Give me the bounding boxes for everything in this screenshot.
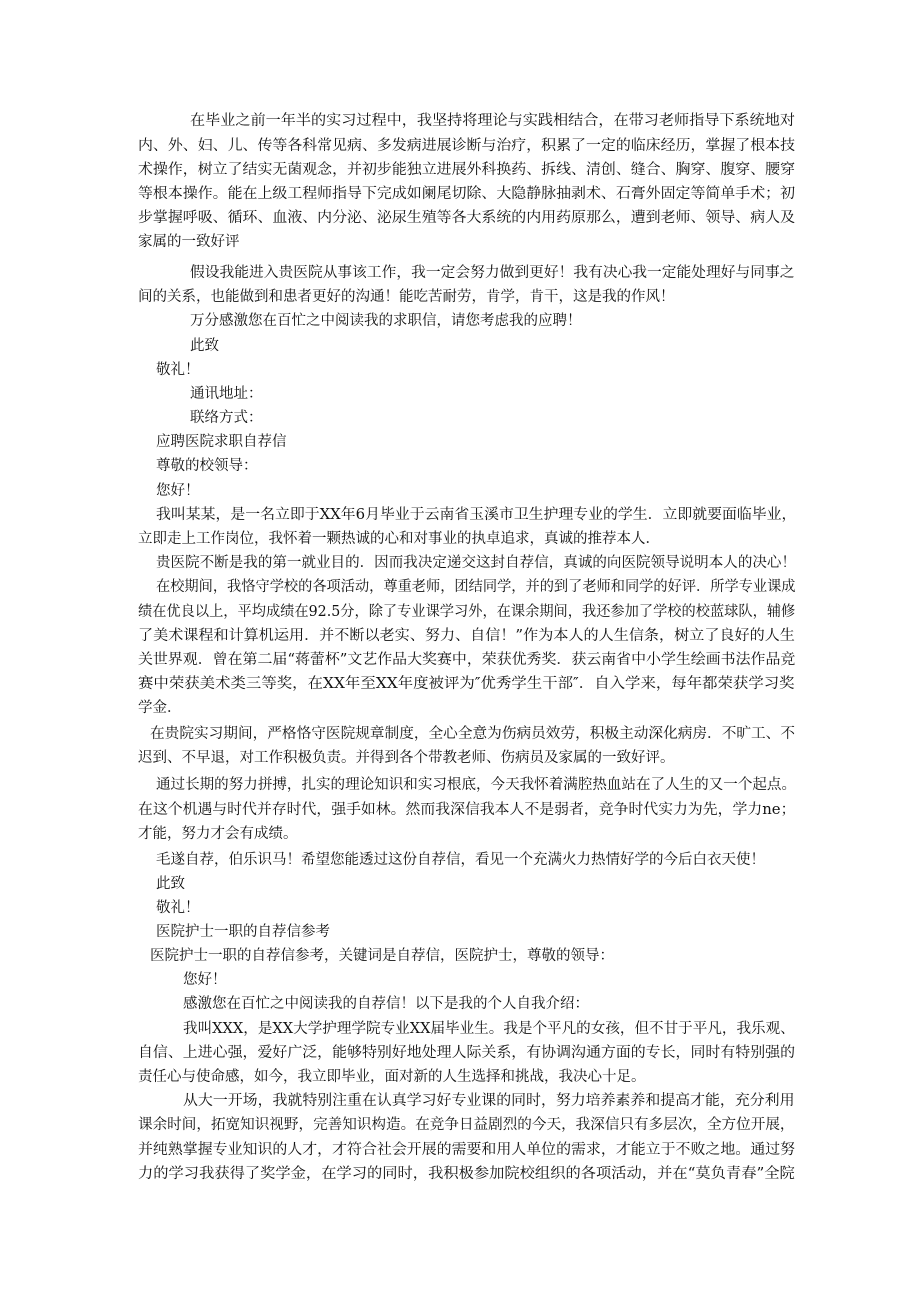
text-line: 并纯熟掌握专业知识的人才，才符合社会开展的需要和用人单位的需求，才能立于不败之地。通过努: [138, 1142, 795, 1158]
text-line: 尊敬的校领导：: [156, 458, 258, 474]
text-line: 等根本操作。能在上级工程师指导下完成如阑尾切除、大隐静脉抽剥术、石膏外固定等简单手术；初: [138, 186, 795, 202]
text-line: 我叫XXX，是XX大学护理学院专业XX届毕业生。我是个平凡的女孩，但不甘于平凡，我乐观、: [183, 1021, 795, 1037]
text-line: 赛中荣获美术类三等奖，在XX年至XX年度被评为″优秀学生干部″．自入学来，每年都荣获学习奖: [138, 676, 795, 692]
text-line: 自信、上进心强，爱好广泛，能够特别好地处理人际关系，有协调沟通方面的专长，同时有特别强的: [138, 1045, 795, 1061]
text-line: 您好！: [183, 972, 227, 988]
text-line: 毛遂自荐，伯乐识马！希望您能透过这份自荐信，看见一个充满火力热情好学的今后白衣天使！: [156, 852, 765, 868]
text-line: 敬礼！: [156, 362, 200, 378]
text-line: 责任心与使命感，如今，我立即毕业，面对新的人生选择和挑战，我决心十足。: [138, 1069, 646, 1085]
text-line: 通讯地址：: [190, 386, 263, 402]
text-line: 感激您在百忙之中阅读我的自荐信！以下是我的个人自我介绍：: [183, 996, 589, 1012]
text-line: 术操作，树立了结实无菌观念，并初步能独立进展外科换药、拆线、清创、缝合、胸穿、腹穿、腰穿: [138, 162, 795, 178]
text-line: 绩在优良以上，平均成绩在92.5分，除了专业课学习外，在课余期间，我还参加了学校的校蓝球队，辅修: [138, 604, 796, 620]
text-line: 家属的一致好评: [138, 234, 240, 250]
text-line: 通过长期的努力拼搏，扎实的理论知识和实习根底，今天我怀着满腔热血站在了人生的又一个起点。: [156, 777, 797, 793]
text-line: 在校期间，我恪守学校的各项活动，尊重老师，团结同学，并的到了老师和同学的好评．所学专业课成: [156, 579, 796, 595]
text-line: 您好！: [156, 483, 200, 499]
text-line: 才能，努力才会有成绩。: [138, 826, 298, 842]
text-line: 从大一开场，我就特别注重在认真学习好专业课的同时，努力培养素养和提高才能，充分利用: [183, 1093, 795, 1109]
text-line: 医院护士一职的自荐信参考: [156, 924, 330, 940]
text-line: 学金．: [138, 700, 182, 716]
text-line: 步掌握呼吸、循环、血液、内分泌、泌尿生殖等各大系统的内用药原那么，遭到老师、领导、病人及: [138, 210, 795, 226]
text-line: 力的学习我获得了奖学金，在学习的同时，我积极参加院校组织的各项活动，并在“莫负青春”全院: [138, 1166, 795, 1182]
text-line: 立即走上工作岗位，我怀着一颗热诚的心和对事业的执卓追求，真诚的推荐本人．: [138, 531, 660, 547]
text-line: 此致: [156, 876, 185, 892]
text-line: 贵医院不断是我的第一就业目的．因而我决定递交这封自荐信，真诚的向医院领导说明本人的决心！: [156, 555, 797, 571]
text-line: 医院护士一职的自荐信参考，关键词是自荐信，医院护士，尊敬的领导：: [150, 948, 614, 964]
text-line: 迟到、不早退，对工作积极负责。并得到各个带教老师、伤病员及家属的一致好评。: [138, 750, 675, 766]
text-line: 在这个机遇与时代并存时代，强手如林。然而我深信我本人不是弱者，竞争时代实力为先，学力ne；: [138, 802, 796, 818]
text-line: 课余时间，拓宽知识视野，完善知识构造。在竞争日益剧烈的今天，我深信只有多层次，全方位开展，: [138, 1117, 795, 1133]
text-line: 联络方式：: [190, 410, 263, 426]
text-line: 假设我能进入贵医院从事该工作，我一定会努力做到更好！我有决心我一定能处理好与同事之: [190, 265, 795, 281]
text-line: 在贵院实习期间，严格恪守医院规章制度，全心全意为伤病员效劳，积极主动深化病房．不旷工、不: [150, 726, 795, 742]
text-line: 在毕业之前一年半的实习过程中，我坚持将理论与实践相结合，在带习老师指导下系统地对: [190, 113, 795, 129]
text-line: 应聘医院求职自荐信: [156, 434, 287, 450]
text-line: 此致: [190, 338, 219, 354]
text-line: 了美术课程和计算机运用．并不断以老实、努力、自信！”作为本人的人生信条，树立了良好的人生: [138, 628, 795, 644]
text-line: 我叫某某，是一名立即于XX年6月毕业于云南省玉溪市卫生护理专业的学生．立即就要面临毕业，: [156, 507, 797, 523]
text-line: 间的关系，也能做到和患者更好的沟通！能吃苦耐劳，肯学，肯干，这是我的作风！: [138, 289, 675, 305]
text-line: 万分感激您在百忙之中阅读我的求职信，请您考虑我的应聘！: [190, 313, 582, 329]
text-line: 敬礼！: [156, 900, 200, 916]
text-line: 内、外、妇、儿、传等各科常见病、多发病进展诊断与治疗，积累了一定的临床经历，掌握了根本技: [138, 138, 795, 154]
text-line: 关世界观．曾在第二届“蒋蕾杯”文艺作品大奖赛中，荣获优秀奖．获云南省中小学生绘画书法作品竞: [138, 652, 796, 668]
